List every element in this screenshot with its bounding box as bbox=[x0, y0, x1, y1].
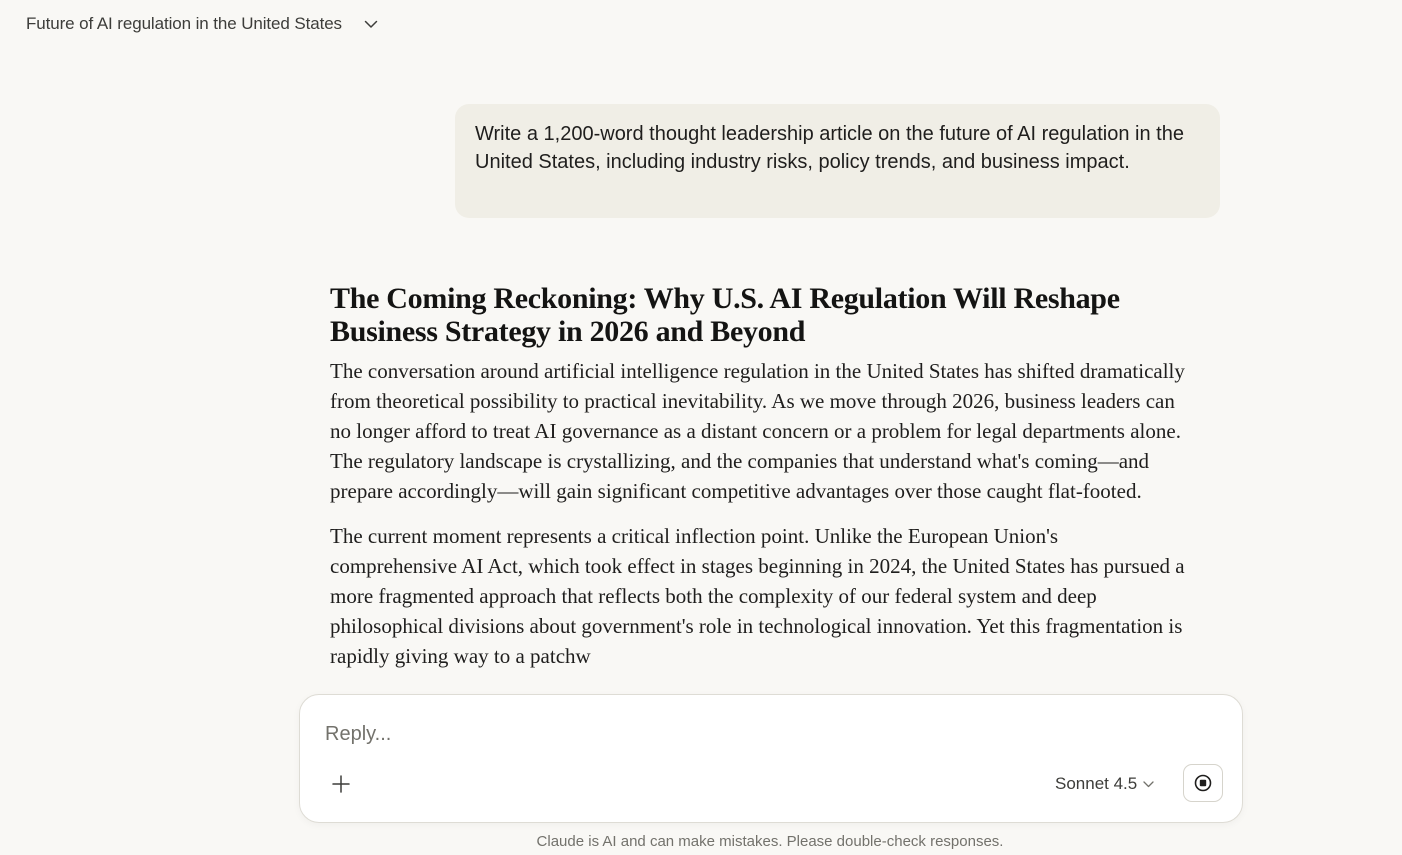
add-attachment-button[interactable] bbox=[324, 767, 358, 801]
response-paragraph: The conversation around artificial intelligence regulation in the United States has shifted dramatically from theoretical possibility to practical inevitability. As we move through 2026, business leaders can no longer afford to treat AI governance as a distant concern or a problem for legal departments alone. The regulatory landscape is crystallizing, and the companies that understand what's coming—and prepare accordingly—will gain significant competitive advantages over those caught flat-footed. bbox=[330, 359, 1185, 503]
reply-input[interactable] bbox=[325, 719, 1205, 749]
assistant-response bbox=[330, 282, 1190, 694]
disclaimer-text: Claude is AI and can make mistakes. Please double-check responses. bbox=[536, 833, 1004, 850]
reply-composer bbox=[299, 694, 1243, 823]
model-label: Sonnet 4.5 bbox=[1055, 774, 1138, 793]
model-selector[interactable] bbox=[1055, 771, 1154, 797]
chevron-down-icon bbox=[1143, 781, 1154, 788]
user-message bbox=[455, 104, 1220, 218]
chat-header bbox=[26, 10, 378, 38]
chevron-down-icon[interactable] bbox=[364, 17, 378, 31]
stop-icon bbox=[1194, 774, 1212, 792]
stop-generation-button[interactable] bbox=[1183, 764, 1223, 802]
plus-icon bbox=[331, 774, 351, 794]
response-heading: The Coming Reckoning: Why U.S. AI Regulation Will Reshape Business Strategy in 2026 and Beyond bbox=[330, 282, 1120, 348]
chat-title[interactable]: Future of AI regulation in the United States bbox=[26, 14, 342, 33]
user-message-text: Write a 1,200-word thought leadership article on the future of AI regulation in the United States, including industry risks, policy trends, and business impact. bbox=[475, 123, 1184, 173]
response-paragraph: The current moment represents a critical inflection point. Unlike the European Union's comprehensive AI Act, which took effect in stages beginning in 2024, the United States has pursued a more fragmented approach that reflects both the complexity of our federal system and deep philosophical divisions about government's role in technological innovation. Yet this fragmentation is rapidly giving way to a patchw bbox=[330, 524, 1185, 668]
